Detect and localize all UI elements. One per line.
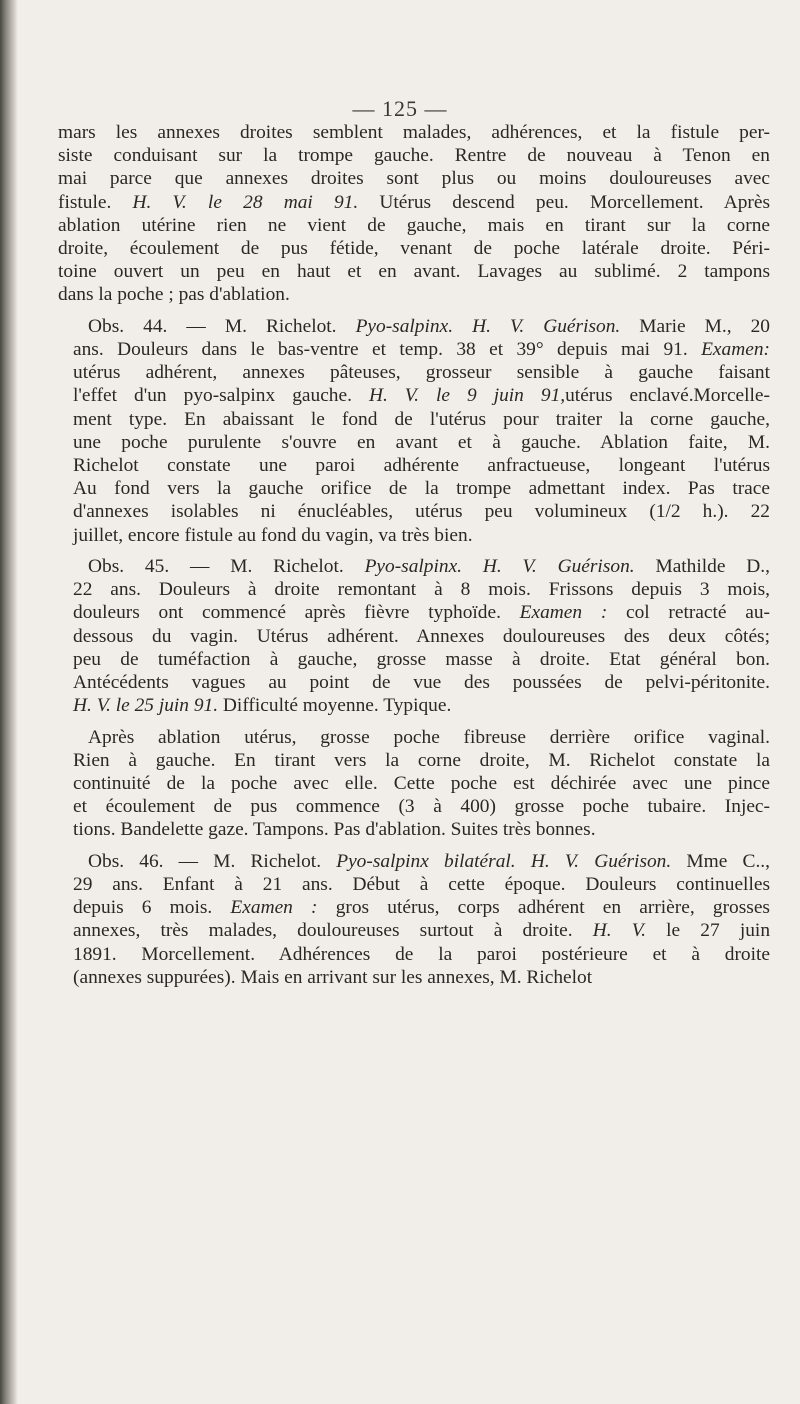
text-line [58,896,770,919]
text-run: Rien à gauche. En tirant vers la corne droite, M. Richelot constate la [73,749,770,771]
text-line [58,121,770,144]
text-run: Obs. 45. — M. Richelot. [88,556,365,578]
text-line [58,943,770,966]
text-run: Obs. 46. — M. Richelot. [88,850,337,872]
text-run: ment type. En abaissant le fond de l'utérus pour traiter la corne gauche, [73,408,770,430]
text-line [58,694,770,717]
text-line [58,524,770,547]
text-run: Après ablation utérus, grosse poche fibreuse derrière orifice vaginal. [88,726,770,748]
text-run: continuité de la poche avec elle. Cette poche est déchirée avec une pince [73,773,770,795]
text-run: depuis 6 mois. [73,897,231,919]
text-run: le 27 juin [645,920,771,942]
text-line [58,818,770,841]
paragraph [58,850,770,989]
text-line [58,283,770,306]
text-run: utérus adhérent, annexes pâteuses, grosseur sensible à gauche faisant [73,362,770,384]
text-run: ablation utérine rien ne vient de gauche, mais en tirant sur la corne [58,214,770,236]
text-line [58,873,770,896]
text-line [58,408,770,431]
text-run: et écoulement de pus commence (3 à 400) grosse poche tubaire. Injec- [73,796,770,818]
italic-text-run: H. V. le 28 mai 91. [132,191,359,213]
text-run: (annexes suppurées). Mais en arrivant sur les annexes, M. Richelot [73,966,593,988]
text-line [58,477,770,500]
text-line [58,648,770,671]
scan-shadow-edge [0,0,18,1404]
text-run: utérus enclavé.Morcelle- [565,385,770,407]
text-run: Obs. 44. — M. Richelot. [88,315,356,337]
text-run: une poche purulente s'ouvre en avant et à gauche. Ablation faite, M. [73,431,770,453]
text-run: 29 ans. Enfant à 21 ans. Début à cette époque. Douleurs continuelles [73,874,770,896]
paragraph [58,726,770,842]
text-line [58,214,770,237]
text-run: toine ouvert un peu en haut et en avant. Lavages au sublimé. 2 tampons [58,261,770,283]
page-number: — 125 — [352,96,448,121]
text-line [58,772,770,795]
italic-text-run: H. V. le 9 juin 91, [368,385,566,407]
text-run: d'annexes isolables ni énucléables, utérus peu volumineux (1/2 h.). 22 [73,501,770,523]
text-run: Utérus descend peu. Morcellement. Après [358,191,770,213]
text-line [58,338,770,361]
text-run: douleurs ont commencé après fièvre typhoïde. [73,602,520,624]
text-line [58,191,770,214]
text-line [58,315,770,338]
text-line [58,167,770,190]
text-run: dans la poche ; pas d'ablation. [58,284,290,306]
text-line [58,578,770,601]
text-run: 22 ans. Douleurs à droite remontant à 8 mois. Frissons depuis 3 mois, [73,579,770,601]
text-run: droite, écoulement de pus fétide, venant de poche latérale droite. Péri- [58,238,770,260]
text-run: 1891. Morcellement. Adhérences de la paroi postérieure et à droite [73,943,770,965]
text-line [58,144,770,167]
text-run: l'effet d'un pyo-salpinx gauche. [73,385,369,407]
text-run: siste conduisant sur la trompe gauche. Rentre de nouveau à Tenon en [58,145,770,167]
italic-text-run: Pyo-salpinx bilatéral. H. V. Guérison. [336,850,672,872]
text-run: annexes, très malades, douloureuses surtout à droite. [73,920,593,942]
italic-text-run: Examen : [519,602,608,624]
text-run: fistule. [58,191,133,213]
text-line [58,601,770,624]
text-line [58,966,770,989]
text-run: Mme C.., [671,850,770,872]
text-run: Au fond vers la gauche orifice de la trompe admettant index. Pas trace [73,478,770,500]
paragraph [58,121,770,307]
text-line [58,500,770,523]
text-line [58,237,770,260]
text-line [58,795,770,818]
text-run: juillet, encore fistule au fond du vagin, va très bien. [73,524,473,546]
italic-text-run: Examen : [230,897,318,919]
text-run: mai parce que annexes droites sont plus ou moins douloureuses avec [58,168,770,190]
text-line [58,625,770,648]
text-line [58,384,770,407]
paragraph [58,555,770,717]
text-line [58,361,770,384]
text-line [58,431,770,454]
page-body [58,121,770,997]
text-run: Richelot constate une paroi adhérente anfractueuse, longeant l'utérus [73,455,770,477]
text-run: tions. Bandelette gaze. Tampons. Pas d'ablation. Suites très bonnes. [73,819,596,841]
italic-text-run: H. V. le 25 juin 91. [73,695,219,717]
paragraph [58,315,770,547]
text-line [58,850,770,873]
text-run: Difficulté moyenne. Typique. [218,695,452,717]
italic-text-run: H. V. [592,920,646,942]
text-line [58,749,770,772]
text-run: Mathilde D., [634,556,770,578]
italic-text-run: Examen: [701,339,770,361]
text-run: dessous du vagin. Utérus adhérent. Annexes douloureuses des deux côtés; [73,625,770,647]
text-line [58,555,770,578]
text-run: Marie M., 20 [620,315,771,337]
italic-text-run: Pyo-salpinx. H. V. Guérison. [364,556,635,578]
text-line [58,454,770,477]
italic-text-run: Pyo-salpinx. H. V. Guérison. [355,315,621,337]
text-run: ans. Douleurs dans le bas-ventre et temp. 38 et 39° depuis mai 91. [73,339,702,361]
text-line [58,726,770,749]
text-run: mars les annexes droites semblent malades, adhérences, et la fistule per- [58,122,770,143]
text-run: gros utérus, corps adhérent en arrière, grosses [317,897,770,919]
text-line [58,919,770,942]
text-run: peu de tuméfaction à gauche, grosse masse à droite. Etat général bon. [73,648,770,670]
text-line [58,260,770,283]
text-run: col retracté au- [607,602,770,624]
text-line [58,671,770,694]
text-run: Antécédents vagues au point de vue des poussées de pelvi-péritonite. [73,672,770,694]
